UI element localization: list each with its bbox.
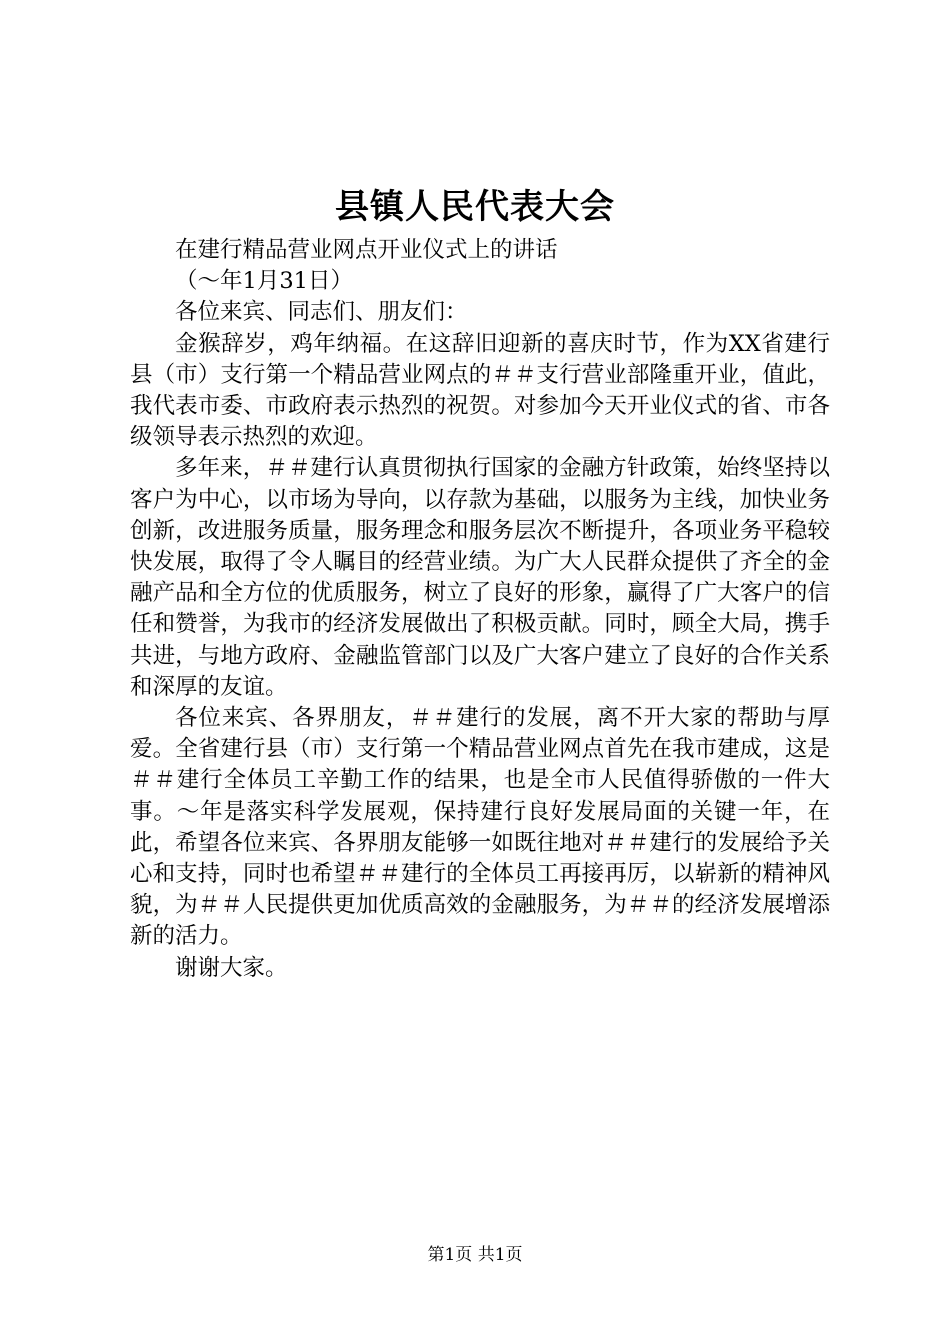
page-footer: 第1页 共1页 bbox=[427, 1245, 523, 1265]
speech-subtitle: 在建行精品营业网点开业仪式上的讲话 bbox=[175, 237, 558, 263]
body-paragraph: 各位来宾、各界朋友，＃＃建行的发展，离不开大家的帮助与厚爱。全省建行县（市）支行第一个精品营业网点首先在我市建成，这是＃＃建行全体员工辛勤工作的结果，也是全市人民值得骄傲的一件大事。～年是落实科学发展观，保持建行良好发展局面的关键一年，在此，希望各位来宾、各界朋友能够一如既往地对＃＃建行的发展给予关心和支持，同时也希望＃＃建行的全体员工再接再厉，以崭新的精神风貌，为＃＃人民提供更加优质高效的金融服务，为＃＃的经济发展增添新的活力。 bbox=[130, 705, 830, 950]
document-body bbox=[130, 235, 830, 984]
salutation: 各位来宾、同志们、朋友们： bbox=[175, 299, 468, 326]
document-title: 县镇人民代表大会 bbox=[335, 187, 615, 227]
closing-line: 谢谢大家。 bbox=[175, 954, 288, 981]
body-paragraph: 多年来，＃＃建行认真贯彻执行国家的金融方针政策，始终坚持以客户为中心，以市场为导向，以存款为基础，以服务为主线，加快业务创新，改进服务质量，服务理念和服务层次不断提升，各项业务平稳较快发展，取得了令人瞩目的经营业绩。为广大人民群众提供了齐全的金融产品和全方位的优质服务，树立了良好的形象，赢得了广大客户的信任和赞誉，为我市的经济发展做出了积极贡献。同时，顾全大局，携手共进，与地方政府、金融监管部门以及广大客户建立了良好的合作关系和深厚的友谊。 bbox=[130, 455, 830, 700]
body-paragraph: 金猴辞岁，鸡年纳福。在这辞旧迎新的喜庆时节，作为XX省建行县（市）支行第一个精品营业网点的＃＃支行营业部隆重开业，值此，我代表市委、市政府表示热烈的祝贺。对参加今天开业仪式的省、市各级领导表示热烈的欢迎。 bbox=[130, 330, 830, 451]
speech-date: （～年1月31日） bbox=[175, 268, 353, 295]
